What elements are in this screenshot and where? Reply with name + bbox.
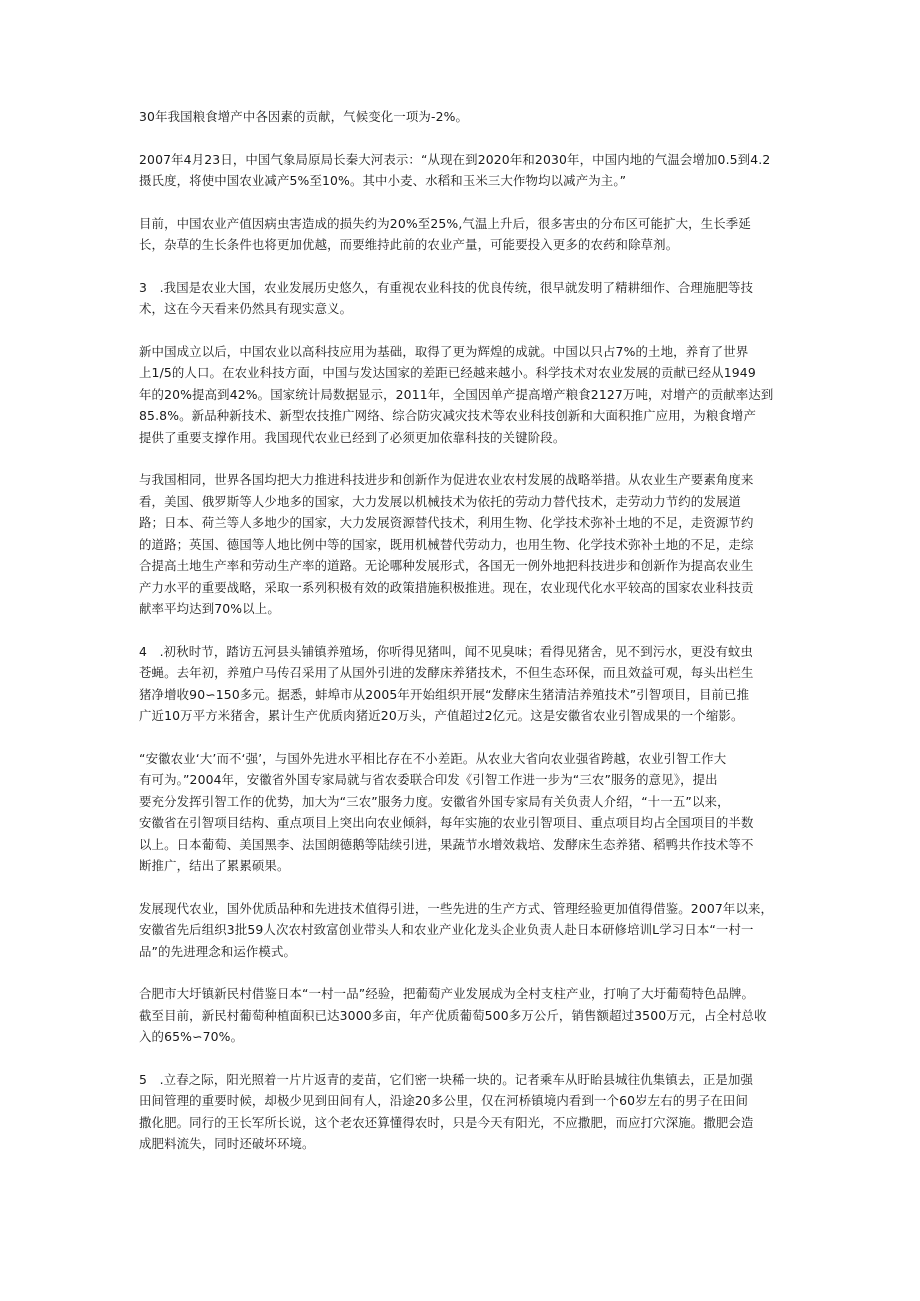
text-line: 合提高土地生产率和劳动生产率的道路。无论哪种发展形式，各国无一例外地把科技进步和创新作为提高农业生 xyxy=(139,558,754,573)
text-line: 术，这在今天看来仍然具有现实意义。 xyxy=(139,301,353,316)
paragraph xyxy=(139,277,781,320)
text-line: 献率平均达到70%以上。 xyxy=(139,601,280,616)
text-line: 产力水平的重要战略，采取一系列积极有效的政策措施积极推进。现在，农业现代化水平较高的国家农业科技贡 xyxy=(139,579,754,595)
text-line: 4 .初秋时节，踏访五河县头铺镇养殖场，你听得见猪叫，闻不见臭味；看得见猪舍，见不到污水，更没有蚊虫 xyxy=(139,643,754,659)
text-line: 安徽省先后组织3批59人次农村致富创业带头人和农业产业化龙头企业负责人赴日本研修培训L学习日本“一村一 xyxy=(139,922,754,937)
text-line: 合肥市大圩镇新民村借鉴日本“一村一品”经验，把葡萄产业发展成为全村支柱产业，打响了大圩葡萄特色品牌。 xyxy=(139,986,755,1001)
paragraph xyxy=(139,748,781,877)
text-line: 断推广，结出了累累硕果。 xyxy=(139,858,290,873)
text-line: 提供了重要支撑作用。我国现代农业已经到了必须更加依靠科技的关键阶段。 xyxy=(139,429,566,445)
paragraph xyxy=(139,469,781,620)
paragraph xyxy=(139,641,781,727)
paragraph xyxy=(139,149,781,192)
text-line: 苍蝇。去年初，养殖户马传召采用了从国外引进的发酵床养猪技术，不但生态环保，而且效益可观，每头出栏生 xyxy=(139,665,754,680)
paragraph xyxy=(139,106,781,128)
paragraph xyxy=(139,341,781,449)
text-line: 品”的先进理念和运作模式。 xyxy=(139,943,297,959)
text-line: 发展现代农业，国外优质品种和先进技术值得引进，一些先进的生产方式、管理经验更加值得借鉴。2007年以来， xyxy=(139,900,774,916)
paragraph xyxy=(139,1069,781,1155)
text-line: 要充分发挥引智工作的优势，加大为“三农”服务力度。安徽省外国专家局有关负责人介绍，“十一五”以来， xyxy=(139,793,730,809)
text-line: 有可为。”2004年，安徽省外国专家局就与省农委联合印发《引智工作进一步为“三农”服务的意见》，提出 xyxy=(139,772,718,787)
text-line: 撒化肥。同行的王长军所长说，这个老农还算懂得农时，只是今天有阳光，不应撒肥，而应打穴深施。撒肥会造 xyxy=(139,1114,754,1130)
text-line: 摄氏度，将使中国农业减产5%至10%。其中小麦、水稻和玉米三大作物均以减产为主。” xyxy=(139,173,627,188)
text-line: 2007年4月23日，中国气象局原局长秦大河表示：“从现在到2020年和2030年，中国内地的气温会增加0.5到4.2 xyxy=(139,151,771,167)
paragraph xyxy=(139,983,781,1048)
text-line: 看，美国、俄罗斯等人少地多的国家，大力发展以机械技术为依托的劳动力替代技术，走劳动力节约的发展道 xyxy=(139,493,741,509)
paragraph xyxy=(139,898,781,963)
text-line: 上1/5的人口。在农业科技方面，中国与发达国家的差距已经越来越小。科学技术对农业发展的贡献已经从1949 xyxy=(139,365,756,380)
text-line: 入的65%∽70%。 xyxy=(139,1029,244,1044)
text-line: 85.8%。新品种新技术、新型农技推广网络、综合防灾减灾技术等农业科技创新和大面积推广应用，为粮食增产 xyxy=(139,408,756,423)
text-line: 目前，中国农业产值因病虫害造成的损失约为20%至25%,气温上升后，很多害虫的分布区可能扩大，生长季延 xyxy=(139,215,751,231)
text-line: 的道路；英国、德国等人地比例中等的国家，既用机械替代劳动力，也用生物、化学技术弥补土地的不足，走综 xyxy=(139,536,754,552)
text-line: 长，杂草的生长条件也将更加优越，而要维持此前的农业产量，可能要投入更多的农药和除草剂。 xyxy=(139,237,679,252)
text-line: 3 .我国是农业大国，农业发展历史悠久，有重视农业科技的优良传统，很早就发明了精耕细作、合理施肥等技 xyxy=(139,279,754,295)
paragraph xyxy=(139,213,781,256)
text-line: 安徽省在引智项目结构、重点项目上突出向农业倾斜，每年实施的农业引智项目、重点项目均占全国项目的半数 xyxy=(139,815,754,830)
text-line: 成肥料流失，同时还破坏环境。 xyxy=(139,1136,315,1151)
text-line: 年的20%提高到42%。国家统计局数据显示，2011年，全国因单产提高增产粮食2127万吨，对增产的贡献率达到 xyxy=(139,386,774,402)
text-line: “安徽农业‘大’而不‘强’，与国外先进水平相比存在不小差距。从农业大省向农业强省跨越，农业引智工作大 xyxy=(139,750,727,766)
text-line: 以上。日本葡萄、美国黑李、法国朗德鹅等陆续引进，果蔬节水增效栽培、发酵床生态养猪、稻鸭共作技术等不 xyxy=(139,836,754,852)
text-line: 5 .立春之际，阳光照着一片片返青的麦苗，它们密一块稀一块的。记者乘车从盱眙县城往仇集镇去，正是加强 xyxy=(139,1071,754,1087)
text-line: 猪净增收90∽150多元。据悉，蚌埠市从2005年开始组织开展“发酵床生猪清洁养殖技术”引智项目，目前已推 xyxy=(139,686,750,702)
text-line: 截至目前，新民村葡萄种植面积已达3000多亩，年产优质葡萄500多万公斤，销售额超过3500万元，占全村总收 xyxy=(139,1007,767,1023)
text-line: 与我国相同，世界各国均把大力推进科技进步和创新作为促进农业农村发展的战略举措。从农业生产要素角度来 xyxy=(139,472,754,487)
text-line: 新中国成立以后，中国农业以高科技应用为基础，取得了更为辉煌的成就。中国以只占7%的土地，养育了世界 xyxy=(139,343,749,359)
text-line: 田间管理的重要时候，却极少见到田间有人，沿途20多公里，仅在河桥镇境内看到一个60岁左右的男子在田间 xyxy=(139,1093,749,1108)
text-line: 广近10万平方米猪舍，累计生产优质肉猪近20万头，产值超过2亿元。这是安徽省农业引智成果的一个缩影。 xyxy=(139,708,744,723)
text-line: 路；日本、荷兰等人多地少的国家，大力发展资源替代技术，利用生物、化学技术弥补土地的不足，走资源节约 xyxy=(139,515,754,530)
text-line: 30年我国粮食增产中各因素的贡献，气候变化一项为-2%。 xyxy=(139,109,469,124)
document-body xyxy=(139,106,781,1176)
